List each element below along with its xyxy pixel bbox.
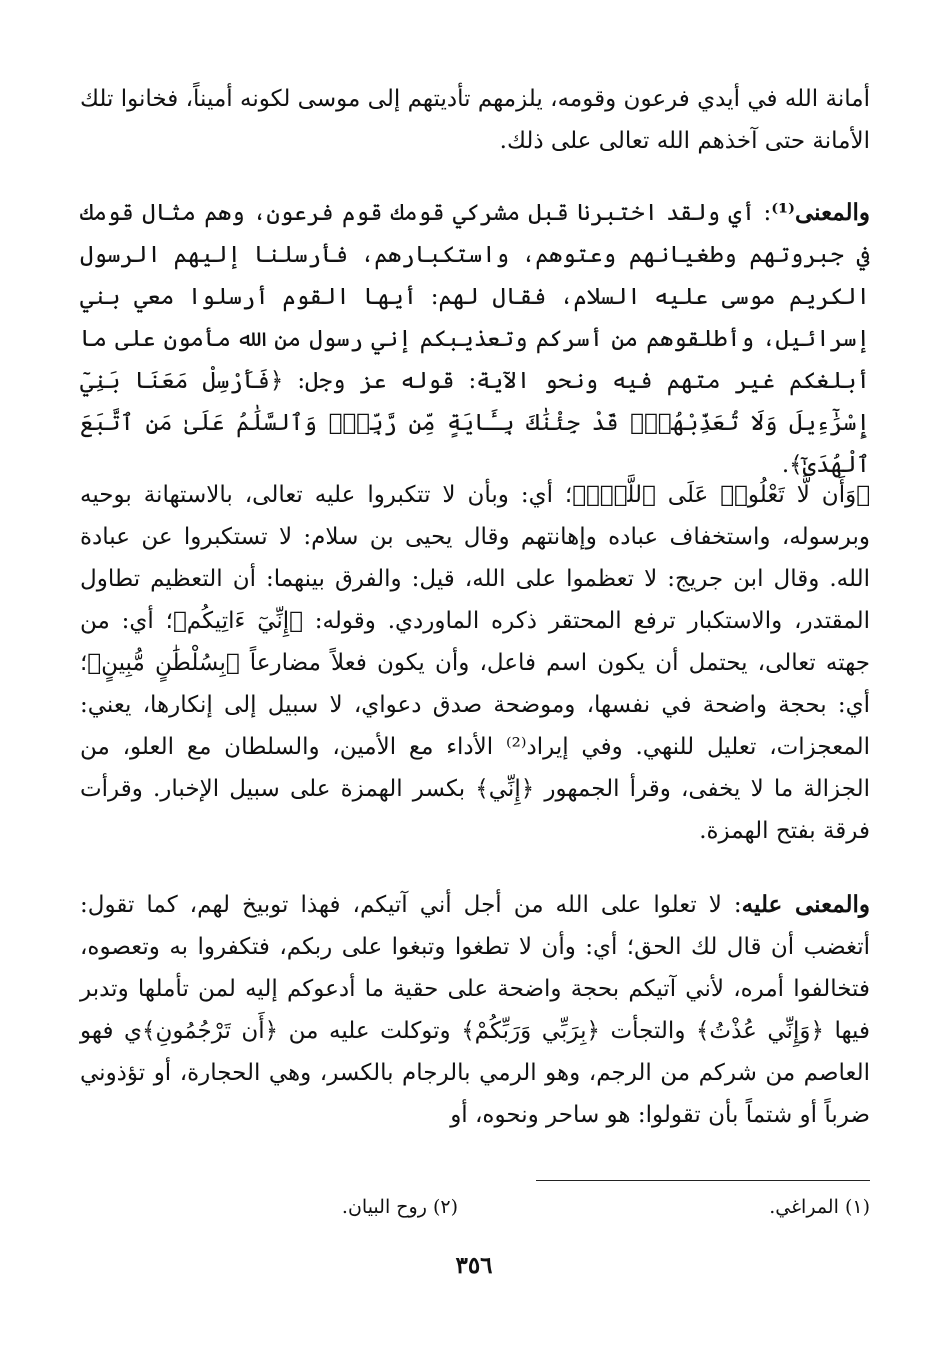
footnote-number: (١) [844, 1196, 870, 1218]
paragraph-text: : أي ولقد اختبرنا قبل مشركي قومك قوم فرعون، وهم مثال قومك في جبروتهم وطغيانهم وعتوهم، واستكبارهم، فأرسلنا إليهم الرسول الكريم موسى عليه السلام، فقال لهم: أيها القوم أرسلوا معي بني إسرائيل، وأطلقوهم من أسركم وتعذيبكم إني رسول من الله مأمون على ما أبلغكم غير متهم فيه ونحو الآية: قوله عز وجل: ﴿فَأَرْسِلْ مَعَنَا بَنِيٓ إِسْرَٰٓءِيلَ وَلَا تُعَذِّبْهُمْۖ قَدْ جِئْنَٰكَ بِـَٔايَةٍ مِّن رَّبِّكَۖ وَٱلسَّلَٰمُ عَلَىٰ مَنِ ٱتَّبَعَ ٱلْهُدَىٰٓ﴾. [80, 200, 870, 478]
paragraph-3 [80, 474, 870, 852]
paragraph-1 [80, 78, 870, 162]
paragraph-text: : لا تعلوا على الله من أجل أني آتيكم، فهذا توبيخ لهم، كما تقول: أتغضب أن قال لك الحق؛ أي: وأن لا تطغوا وتبغوا على ربكم، فتكفروا به وتعصوه، فتخالفوا أمره، لأني آتيكم بحجة واضحة على حقية ما أدعوكم إليه لمن تأملها وتدبر فيها ﴿وَإِنِّي عُذْتُ﴾ والتجأت ﴿بِرَبِّي وَرَبِّكُمْ﴾ وتوكلت عليه من ﴿أَن تَرْجُمُونِ﴾ي فهو العاصم من شركم من الرجم، وهو الرمي بالرجام بالكسر، وهي الحجارة، أو تؤذوني ضرباً أو شتماً بأن تقولوا: هو ساحر ونحوه، أو [80, 892, 870, 1128]
paragraph-text: أمانة الله في أيدي فرعون وقومه، يلزمهم تأديتهم إلى موسى لكونه أميناً، فخانوا تلك الأمانة حتى آخذهم الله تعالى على ذلك. [80, 86, 870, 154]
footnote-1 [769, 1196, 870, 1218]
footnote-number: (٢) [432, 1196, 458, 1218]
paragraph-lead: والمعنى⁽¹⁾ [771, 199, 870, 226]
footnote-text: روح البيان. [341, 1196, 427, 1218]
paragraph-4 [80, 884, 870, 1136]
page-number: ٣٥٦ [455, 1252, 493, 1279]
footnote-divider [536, 1180, 870, 1181]
paragraph-2 [80, 192, 870, 486]
footnote-2 [342, 1196, 458, 1218]
paragraph-text: ﴿وَأَن لَّا تَعْلُوا۟ عَلَى ٱللَّهِۖ﴾؛ أي: وبأن لا تتكبروا عليه تعالى، بالاستهانة بوحيه وبرسوله، واستخفاف عباده وإهانتهم وقال يحيى بن سلام: لا تستكبروا عن عبادة الله. وقال ابن جريج: لا تعظموا على الله، قيل: والفرق بينهما: أن التعظيم تطاول المقتدر، والاستكبار ترفع المحتقر ذكره الماوردي. وقوله: ﴿إِنِّيٓ ءَاتِيكُم﴾؛ أي: من جهته تعالى، يحتمل أن يكون اسم فاعل، وأن يكون فعلاً مضارعاً ﴿بِسُلْطَٰنٍ مُّبِينٍ﴾؛ أي: بحجة واضحة في نفسها، وموضحة صدق دعواي، لا سبيل إلى إنكارها، يعني: المعجزات، تعليل للنهي. وفي إيراد⁽²⁾ الأداء مع الأمين، والسلطان مع العلو، من الجزالة ما لا يخفى، وقرأ الجمهور ﴿إِنِّي﴾ بكسر الهمزة على سبيل الإخبار. وقرأت فرقة بفتح الهمزة. [80, 482, 870, 844]
footnote-text: المراغي. [769, 1196, 839, 1218]
paragraph-lead: والمعنى عليه [741, 891, 870, 918]
